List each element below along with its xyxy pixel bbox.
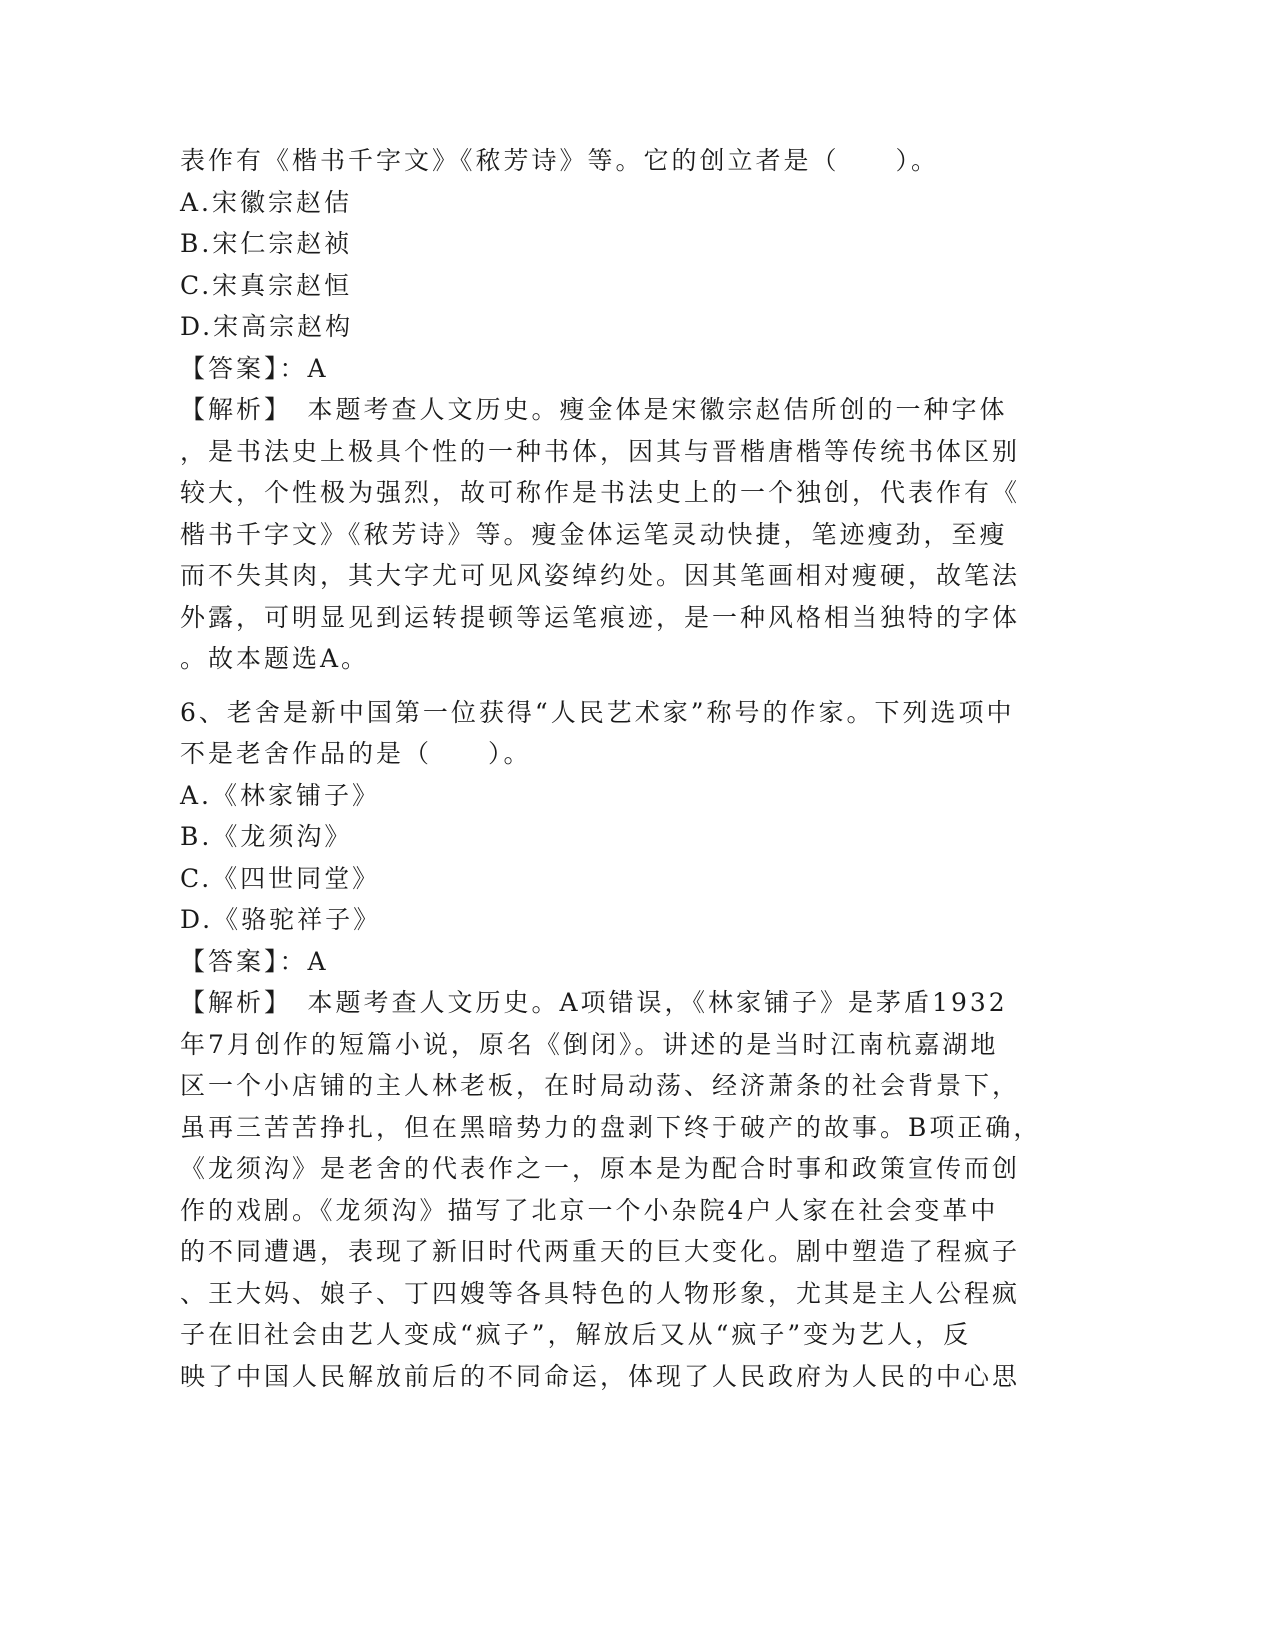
question-6-explanation-line: 【解析】 本题考查人文历史。A项错误，《林家铺子》是茅盾1932 — [180, 988, 1008, 1017]
question-6-explanation-line: 作的戏剧。《龙须沟》描写了北京一个小杂院4户人家在社会变革中 — [180, 1195, 999, 1225]
question-5-stem: 表作有《楷书千字文》《秾芳诗》等。它的创立者是（ ）。 — [180, 146, 940, 175]
question-5-option-d: D.宋高宗赵构 — [180, 312, 354, 341]
question-5-explanation-line: 而不失其肉，其大字尤可见风姿绰约处。因其笔画相对瘦硬，故笔法 — [180, 561, 1021, 590]
question-6-explanation-line: 的不同遭遇，表现了新旧时代两重天的巨大变化。剧中塑造了程疯子 — [180, 1237, 1021, 1266]
question-6-explanation-line: 子在旧社会由艺人变成“疯子”，解放后又从“疯子”变为艺人，反 — [180, 1320, 972, 1349]
question-5-answer: 【答案】：A — [180, 353, 329, 383]
question-5-option-c: C.宋真宗赵恒 — [180, 270, 353, 300]
question-6-option-a: A.《林家铺子》 — [180, 780, 381, 810]
question-spacer — [180, 680, 1040, 692]
question-6-explanation-line: 虽再三苦苦挣扎，但在黑暗势力的盘剥下终于破产的故事。B项正确， — [180, 1112, 1042, 1142]
question-5-block — [180, 140, 1040, 680]
page-content — [180, 140, 1040, 1397]
question-6-explanation-line: 年7月创作的短篇小说，原名《倒闭》。讲述的是当时江南杭嘉湖地 — [180, 1029, 999, 1059]
question-6-option-b: B.《龙须沟》 — [180, 822, 353, 851]
question-6-option-d: D.《骆驼祥子》 — [180, 905, 382, 934]
question-6-stem-line: 6、老舍是新中国第一位获得“人民艺术家”称号的作家。下列选项中 — [180, 697, 1015, 727]
question-5-explanation-line: 楷书千字文》《秾芳诗》等。瘦金体运笔灵动快捷，笔迹瘦劲，至瘦 — [180, 519, 1008, 549]
question-6-block — [180, 692, 1040, 1398]
question-5-explanation-line: 【解析】 本题考查人文历史。瘦金体是宋徽宗赵佶所创的一种字体 — [180, 395, 1008, 424]
question-6-answer: 【答案】：A — [180, 946, 329, 976]
question-5-option-b: B.宋仁宗赵祯 — [180, 229, 353, 258]
question-5-explanation-line: 外露，可明显见到运转提顿等运笔痕迹，是一种风格相当独特的字体 — [180, 602, 1021, 632]
question-5-explanation-line: 较大，个性极为强烈，故可称作是书法史上的一个独创，代表作有《 — [180, 478, 1021, 507]
question-6-explanation-line: 、王大妈、娘子、丁四嫂等各具特色的人物形象，尤其是主人公程疯 — [180, 1278, 1021, 1308]
question-6-stem-line: 不是老舍作品的是（ ）。 — [180, 739, 532, 768]
question-6-explanation-line: 映了中国人民解放前后的不同命运，体现了人民政府为人民的中心思 — [180, 1361, 1021, 1391]
question-6-option-c: C.《四世同堂》 — [180, 863, 381, 893]
question-5-explanation-line: 。故本题选A。 — [180, 644, 370, 673]
question-6-explanation-line: 区一个小店铺的主人林老板，在时局动荡、经济萧条的社会背景下， — [180, 1071, 1021, 1100]
question-5-option-a: A.宋徽宗赵佶 — [180, 187, 353, 217]
question-5-explanation-line: ，是书法史上极具个性的一种书体，因其与晋楷唐楷等传统书体区别 — [180, 436, 1021, 466]
question-6-explanation-line: 《龙须沟》是老舍的代表作之一，原本是为配合时事和政策宣传而创 — [180, 1154, 1021, 1183]
